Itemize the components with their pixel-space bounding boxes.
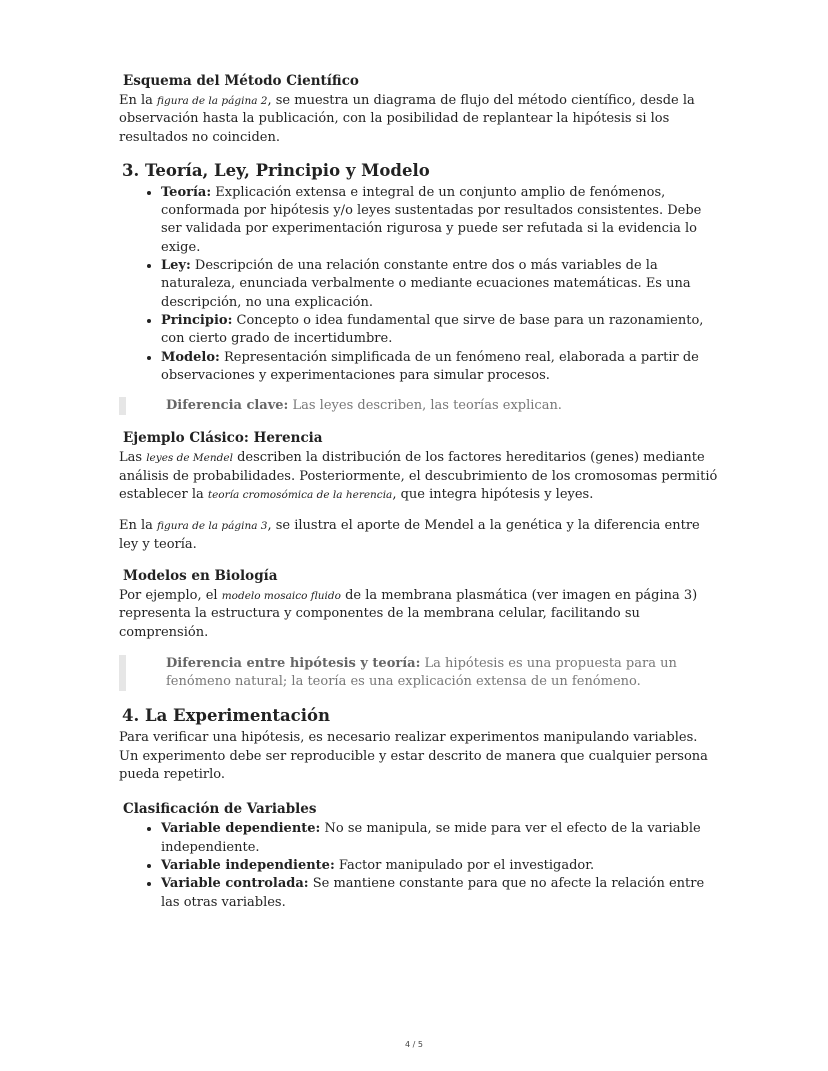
section-heading: Ejemplo Clásico: Herencia <box>123 430 323 447</box>
page-number: 4 / 5 <box>405 1040 423 1049</box>
list-item: • Principio: Concepto o idea fundamental que sirve de base para un razonamiento, con cierto grado de incertidumbre. <box>161 312 719 349</box>
list-item: • Teoría: Explicación extensa e integral de un conjunto amplio de fenómenos, conformada por hipótesis y/o leyes sustentadas por resultados consistentes. Debe ser validada por experimentación rigurosa y puede ser refutada si la evidencia lo exige. <box>161 184 719 257</box>
paragraph: Por ejemplo, el modelo mosaico fluido de la membrana plasmática (ver imagen en página 3) representa la estructura y componentes de la membrana celular, facilitando su comprensión. <box>119 587 698 640</box>
blockquote: Diferencia entre hipótesis y teoría: La hipótesis es una propuesta para un fenómeno natural; la teoría es una explicación extensa de un fenómeno. <box>119 655 719 692</box>
list-item: • Variable independiente: Factor manipulado por el investigador. <box>161 857 719 875</box>
blockquote: Diferencia clave: Las leyes describen, las teorías explican. <box>119 397 719 415</box>
list-item: • Ley: Descripción de una relación constante entre dos o más variables de la naturaleza, enunciada verbalmente o mediante ecuaciones matemáticas. Es una descripción, no una explicación. <box>161 257 719 312</box>
section-heading: Clasificación de Variables <box>123 801 317 818</box>
paragraph: Para verificar una hipótesis, es necesario realizar experimentos manipulando variables. Un experimento debe ser reproducible y estar descrito de manera que cualquier persona pueda repetirlo. <box>119 730 708 783</box>
variables-list <box>119 820 719 911</box>
list-item: • Modelo: Representación simplificada de un fenómeno real, elaborada a partir de observaciones y experimentaciones para simular procesos. <box>161 349 719 386</box>
paragraph: En la figura de la página 3, se ilustra el aporte de Mendel a la genética y la diferencia entre ley y teoría. <box>119 518 700 552</box>
paragraph: Las leyes de Mendel describen la distribución de los factores hereditarios (genes) mediante análisis de probabilidades. Posteriormente, el descubrimiento de los cromosomas permitió establecer la teoría cromosómica de la herencia, que integra hipótesis y leyes. <box>119 450 718 503</box>
section-heading: 4. La Experimentación <box>122 706 330 726</box>
document-page <box>119 72 719 924</box>
section-heading: Esquema del Método Científico <box>123 73 359 89</box>
section-heading: 3. Teoría, Ley, Principio y Modelo <box>122 160 430 180</box>
paragraph: En la figura de la página 2, se muestra un diagrama de flujo del método científico, desde la observación hasta la publicación, con la posibilidad de replantear la hipótesis si los resultados no coinciden. <box>119 93 695 145</box>
section-heading: Modelos en Biología <box>123 567 278 584</box>
list-item: • Variable controlada: Se mantiene constante para que no afecte la relación entre las otras variables. <box>161 875 719 912</box>
definition-list <box>119 184 719 385</box>
list-item: • Variable dependiente: No se manipula, se mide para ver el efecto de la variable independiente. <box>161 820 719 857</box>
